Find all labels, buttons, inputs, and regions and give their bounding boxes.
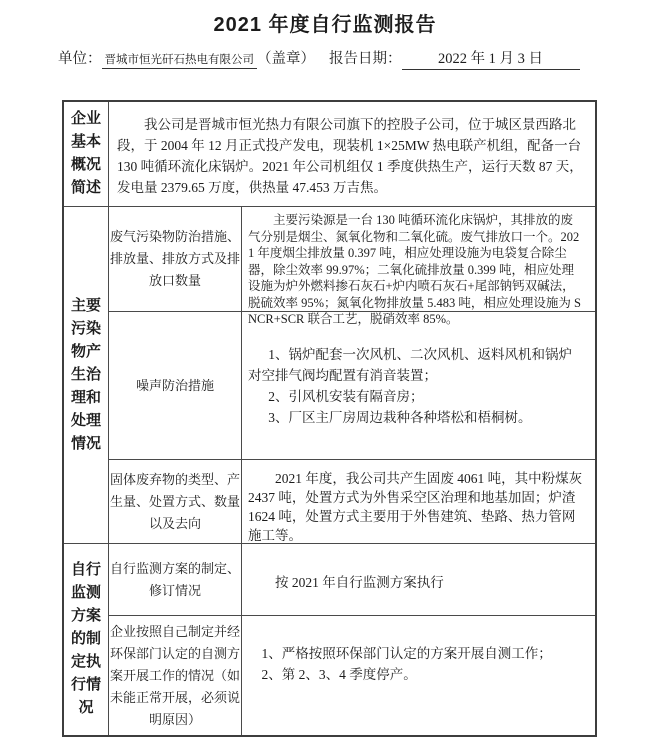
solid-waste-paragraph: 2021 年度，我公司共产生固废 4061 吨，其中粉煤灰 2437 吨，处置方式为外售采空区治理和地基加固；炉渣 1624 吨，处置方式主要用于外售建筑、垫路、热力管网施工等。 xyxy=(248,471,583,544)
pollutant-treatment-rows xyxy=(109,207,595,543)
solid-waste-content xyxy=(242,460,595,543)
noise-control-content xyxy=(242,312,595,459)
row-label-plan-execution: 企业按照自己制定并经环保部门认定的自测方案开展工作的情况（如未能正常开展，必须说明原因） xyxy=(109,616,242,735)
noise-item-3: 3、厂区主厂房周边栽种各种塔松和梧桐树。 xyxy=(268,410,532,426)
plan-revision-paragraph: 按 2021 年自行监测方案执行 xyxy=(275,575,444,591)
monitoring-plan-rows xyxy=(109,544,595,735)
row-label-noise-control: 噪声防治措施 xyxy=(109,312,242,459)
company-overview-content xyxy=(109,102,595,206)
noise-item-2: 2、引风机安装有隔音房； xyxy=(268,389,424,405)
report-table xyxy=(62,100,597,737)
unit-value: 晋城市恒光矸石热电有限公司 xyxy=(102,51,258,69)
row-solid-waste xyxy=(109,459,595,543)
section-monitoring-plan xyxy=(64,543,595,735)
row-plan-execution xyxy=(109,615,595,735)
seal-label: （盖章） xyxy=(257,51,315,67)
waste-gas-paragraph: 主要污染源是一台 130 吨循环流化床锅炉，其排放的废气分别是烟尘、氮氧化物和二氧化硫。废气排放口一个。2021 年度烟尘排放量 0.397 吨，相应处理设施为电袋复合除尘器，除尘效率 99.97%；二氧化硫排放量 0.399 吨，相应处理设施为炉外燃料掺石灰石+炉内喷石灰石+尾部钠钙双碱法，脱硫效率 95%；氮氧化物排放量 5.483 吨，相应处理设施为 SNCR+SCR 联合工艺，脱硝效率 85%。 xyxy=(248,213,581,327)
report-date-value: 2022 年 1 月 3 日 xyxy=(402,47,580,70)
execution-item-2: 2、第 2、3、4 季度停产。 xyxy=(261,667,417,683)
company-overview-paragraph: 我公司是晋城市恒光热力有限公司旗下的控股子公司，位于城区景西路北段，于 2004 年 12 月正式投产发电，现装机 1×25MW 热电联产机组，配备一台 130 吨循环流化床锅炉。2021 年公司机组仅 1 季度供热生产，运行天数 87 天，发电量 2379.65 万度，供热量 47.453 万吉焦。 xyxy=(117,117,583,195)
row-label-solid-waste: 固体废弃物的类型、产生量、处置方式、数量以及去向 xyxy=(109,460,242,543)
section-header-company-overview: 企业基本概况简述 xyxy=(64,102,109,206)
plan-revision-content xyxy=(242,544,595,615)
row-waste-gas xyxy=(109,207,595,327)
section-pollutant-treatment xyxy=(64,206,595,543)
row-label-plan-revision: 自行监测方案的制定、修订情况 xyxy=(109,544,242,615)
meta-line xyxy=(58,47,598,70)
noise-item-1: 1、锅炉配套一次风机、二次风机、返料风机和锅炉对空排气阀均配置有消音装置； xyxy=(248,347,572,384)
page-title: 2021 年度自行监测报告 xyxy=(213,14,437,36)
row-plan-revision xyxy=(109,544,595,615)
row-noise-control xyxy=(109,311,595,459)
section-company-overview xyxy=(64,102,595,206)
row-label-waste-gas: 废气污染物防治措施、排放量、排放方式及排放口数量 xyxy=(109,207,242,311)
waste-gas-content xyxy=(242,207,595,327)
plan-execution-content xyxy=(242,616,595,735)
unit-label: 单位： xyxy=(58,51,102,67)
section-header-monitoring-plan: 自行监测方案的制定执行情况 xyxy=(64,544,109,735)
section-header-pollutant-treatment: 主要污染物产生治理和处理情况 xyxy=(64,207,109,543)
report-date-label: 报告日期： xyxy=(329,51,402,67)
execution-item-1: 1、严格按照环保部门认定的方案开展自测工作； xyxy=(261,646,552,662)
